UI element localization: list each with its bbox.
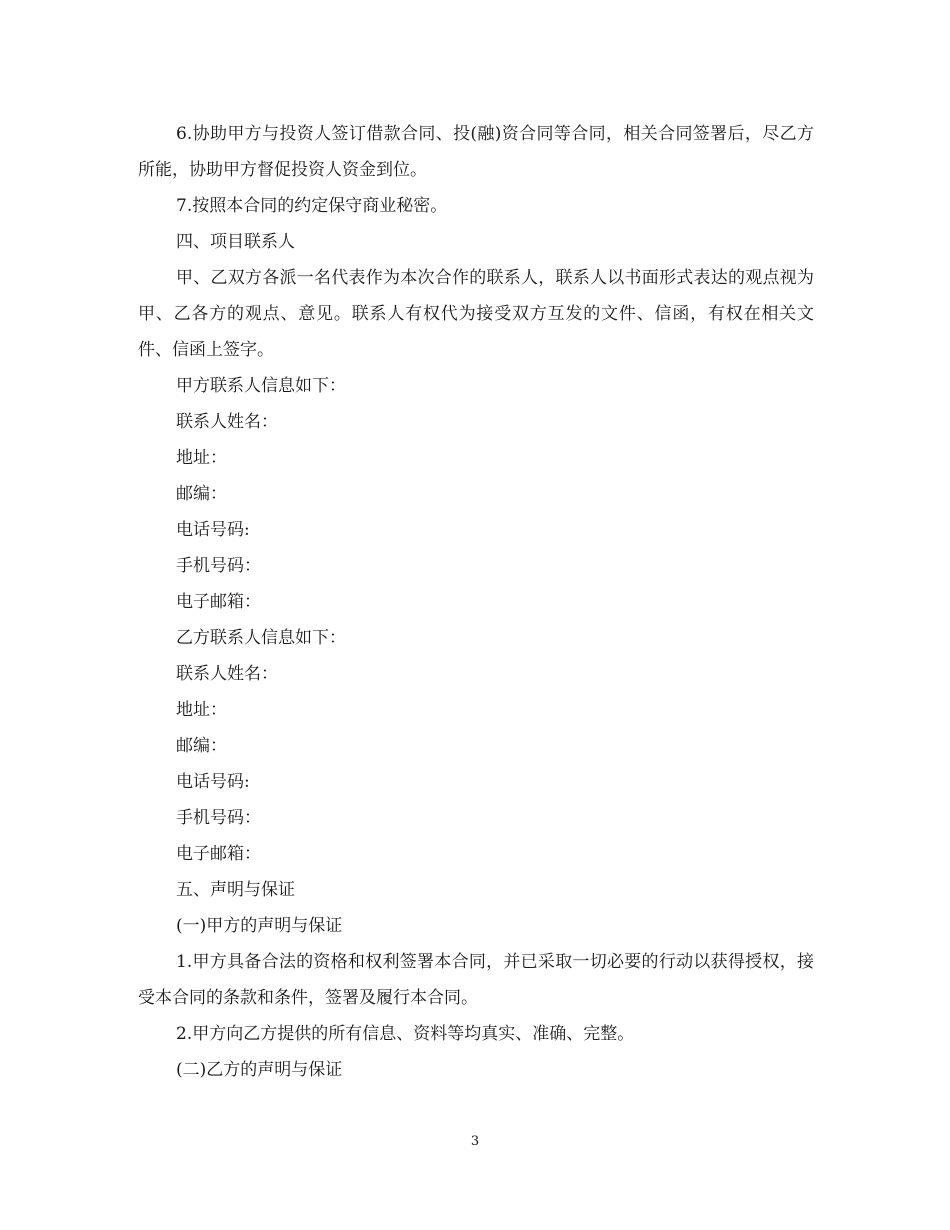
page-number: 3 — [470, 1134, 480, 1149]
document-body — [138, 116, 814, 1088]
party-b-phone: 电话号码: — [176, 772, 250, 792]
paragraph-party-a-clause-1: 1.甲方具备合法的资格和权利签署本合同，并已采取一切必要的行动以获得授权，接受本合同的条款和条件，签署及履行本合同。 — [138, 952, 814, 1008]
party-b-email: 电子邮箱： — [176, 844, 261, 864]
section-heading-representations: 五、声明与保证 — [176, 880, 295, 900]
paragraph-clause-7: 7.按照本合同的约定保守商业秘密。 — [176, 196, 448, 216]
party-b-contact-name: 联系人姓名： — [176, 664, 278, 684]
party-a-mobile: 手机号码： — [176, 556, 261, 576]
party-a-contact-name: 联系人姓名： — [176, 412, 278, 432]
paragraph-contact-description: 甲、乙双方各派一名代表作为本次合作的联系人，联系人以书面形式表达的观点视为甲、乙各方的观点、意见。联系人有权代为接受双方互发的文件、信函，有权在相关文件、信函上签字。 — [138, 268, 814, 360]
party-b-contact-heading: 乙方联系人信息如下： — [176, 628, 346, 648]
subsection-party-b-representations: (二)乙方的声明与保证 — [176, 1060, 343, 1080]
party-b-postcode: 邮编： — [176, 736, 227, 756]
party-a-email: 电子邮箱： — [176, 592, 261, 612]
paragraph-clause-6: 6.协助甲方与投资人签订借款合同、投(融)资合同等合同，相关合同签署后，尽乙方所能，协助甲方督促投资人资金到位。 — [138, 124, 814, 180]
party-a-contact-heading: 甲方联系人信息如下： — [176, 376, 346, 396]
party-a-address: 地址： — [176, 448, 227, 468]
party-a-phone: 电话号码: — [176, 520, 250, 540]
paragraph-party-a-clause-2: 2.甲方向乙方提供的所有信息、资料等均真实、准确、完整。 — [176, 1024, 635, 1044]
party-a-postcode: 邮编： — [176, 484, 227, 504]
party-b-mobile: 手机号码： — [176, 808, 261, 828]
section-heading-project-contact: 四、项目联系人 — [176, 232, 295, 252]
party-b-address: 地址： — [176, 700, 227, 720]
subsection-party-a-representations: (一)甲方的声明与保证 — [176, 916, 343, 936]
